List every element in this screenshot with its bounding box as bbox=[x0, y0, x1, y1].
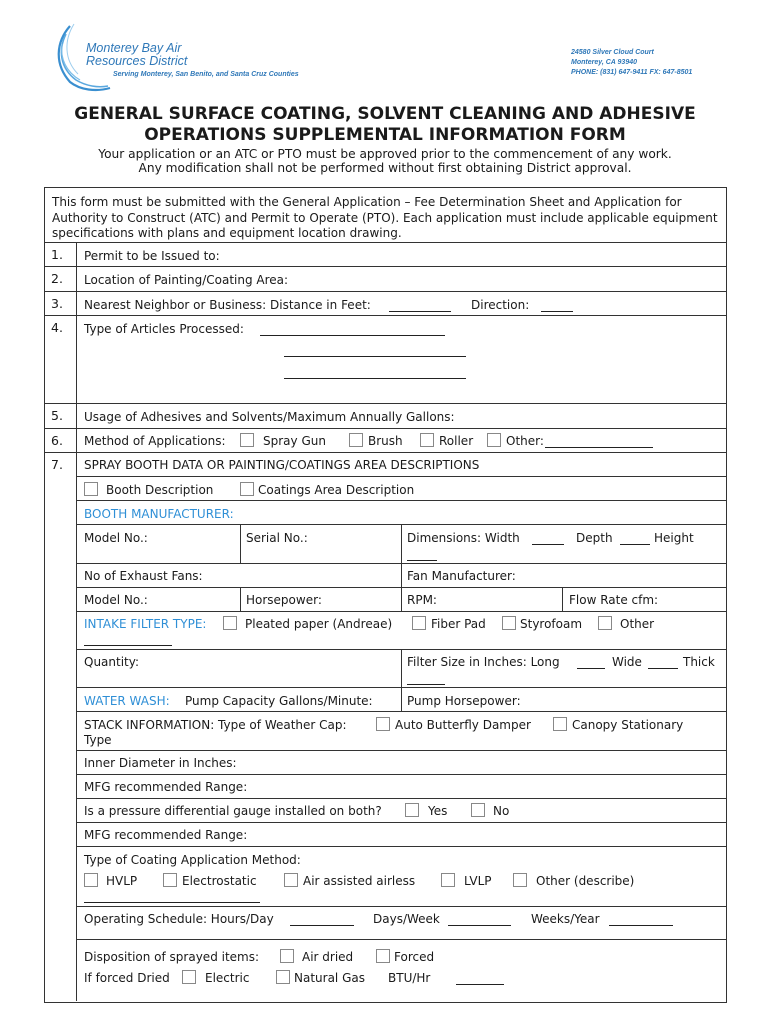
other-filter-checkbox[interactable] bbox=[598, 616, 612, 630]
fan-model-no-label: Model No.: bbox=[84, 593, 148, 607]
days-per-week-label: Days/Week bbox=[373, 912, 440, 926]
stack-information-label: STACK INFORMATION: Type of Weather Cap: bbox=[84, 718, 347, 732]
electrostatic-label: Electrostatic bbox=[182, 874, 257, 888]
gauge-no-label: No bbox=[493, 804, 510, 818]
other-method-label: Other: bbox=[506, 434, 544, 448]
forced-label: Forced bbox=[394, 950, 435, 964]
pump-capacity-label: Pump Capacity Gallons/Minute: bbox=[185, 694, 373, 708]
model-no-label: Model No.: bbox=[84, 531, 148, 545]
address-line2: Monterey, CA 93940 bbox=[571, 59, 638, 66]
forced-dried-label: If forced Dried bbox=[84, 971, 170, 985]
distance-input-line[interactable] bbox=[389, 311, 451, 312]
painting-location-label: Location of Painting/Coating Area: bbox=[84, 273, 289, 287]
direction-label: Direction: bbox=[471, 298, 530, 312]
item-number-1: 1. bbox=[51, 247, 63, 262]
form-title-line1: GENERAL SURFACE COATING, SOLVENT CLEANING AND ADHESIVE bbox=[74, 104, 696, 124]
item-number-7: 7. bbox=[51, 457, 63, 472]
subtitle-line1: Your application or an ATC or PTO must be approved prior to the commencement of any work. bbox=[98, 147, 672, 161]
mfg-range-label: MFG recommended Range: bbox=[84, 780, 248, 794]
air-dried-label: Air dried bbox=[302, 950, 354, 964]
stack-type-label: Type bbox=[84, 733, 112, 747]
serving-counties: Serving Monterey, San Benito, and Santa Cruz Counties bbox=[113, 71, 299, 78]
filter-thick-input-line[interactable] bbox=[407, 684, 445, 685]
hvlp-label: HVLP bbox=[106, 874, 138, 888]
roller-checkbox[interactable] bbox=[420, 433, 434, 447]
gauge-yes-label: Yes bbox=[428, 804, 448, 818]
canopy-stationary-label: Canopy Stationary bbox=[572, 718, 684, 732]
lvlp-label: LVLP bbox=[464, 874, 492, 888]
quantity-label: Quantity: bbox=[84, 655, 140, 669]
exhaust-fans-label: No of Exhaust Fans: bbox=[84, 569, 203, 583]
articles-input-line-2[interactable] bbox=[284, 356, 466, 357]
btu-hr-label: BTU/Hr bbox=[388, 971, 431, 985]
phone-fax: PHONE: (831) 647-9411 FX: 647-8501 bbox=[571, 69, 693, 76]
water-wash-label: WATER WASH: bbox=[84, 694, 170, 708]
method-applications-label: Method of Applications: bbox=[84, 434, 226, 448]
depth-label: Depth bbox=[576, 531, 613, 545]
booth-description-checkbox[interactable] bbox=[84, 482, 98, 496]
coating-method-label: Type of Coating Application Method: bbox=[84, 853, 301, 867]
usage-adhesives-label: Usage of Adhesives and Solvents/Maximum Annually Gallons: bbox=[84, 410, 455, 424]
horsepower-label: Horsepower: bbox=[246, 593, 322, 607]
electric-checkbox[interactable] bbox=[182, 970, 196, 984]
air-assisted-checkbox[interactable] bbox=[284, 873, 298, 887]
address-line1: 24580 Silver Cloud Court bbox=[571, 49, 654, 56]
booth-description-label: Booth Description bbox=[106, 483, 214, 497]
articles-processed-label: Type of Articles Processed: bbox=[84, 322, 244, 336]
electrostatic-checkbox[interactable] bbox=[163, 873, 177, 887]
intake-filter-type-label: INTAKE FILTER TYPE: bbox=[84, 617, 207, 631]
auto-butterfly-checkbox[interactable] bbox=[376, 717, 390, 731]
other-describe-input-line[interactable] bbox=[84, 902, 260, 903]
item-number-6: 6. bbox=[51, 433, 63, 448]
depth-input-line[interactable] bbox=[620, 544, 650, 545]
booth-manufacturer-label: BOOTH MANUFACTURER: bbox=[84, 507, 234, 521]
direction-input-line[interactable] bbox=[541, 311, 573, 312]
pump-horsepower-label: Pump Horsepower: bbox=[407, 694, 521, 708]
coatings-description-checkbox[interactable] bbox=[240, 482, 254, 496]
other-filter-input-line[interactable] bbox=[84, 645, 172, 646]
intro-text: This form must be submitted with the General Application – Fee Determination Sheet and Application for Authority to Construct (ATC) and Permit to Operate (PTO). Each application must include applicable equipment specifications with plans and equipment location drawing. bbox=[52, 195, 718, 240]
natural-gas-label: Natural Gas bbox=[294, 971, 365, 985]
serial-no-label: Serial No.: bbox=[246, 531, 308, 545]
roller-label: Roller bbox=[439, 434, 474, 448]
weeks-input-line[interactable] bbox=[609, 925, 673, 926]
permit-issued-to-label: Permit to be Issued to: bbox=[84, 249, 220, 263]
item-number-3: 3. bbox=[51, 296, 63, 311]
subtitle-line2: Any modification shall not be performed without first obtaining District approval. bbox=[138, 161, 632, 175]
hours-input-line[interactable] bbox=[290, 925, 354, 926]
coatings-description-label: Coatings Area Description bbox=[258, 483, 415, 497]
pleated-paper-label: Pleated paper (Andreae) bbox=[245, 617, 393, 631]
flow-rate-label: Flow Rate cfm: bbox=[569, 593, 659, 607]
org-name-line2: Resources District bbox=[86, 54, 188, 68]
gauge-no-checkbox[interactable] bbox=[471, 803, 485, 817]
brush-label: Brush bbox=[368, 434, 403, 448]
styrofoam-checkbox[interactable] bbox=[502, 616, 516, 630]
filter-wide-input-line[interactable] bbox=[648, 668, 678, 669]
item-number-4: 4. bbox=[51, 320, 63, 335]
other-method-checkbox[interactable] bbox=[487, 433, 501, 447]
nearest-neighbor-label: Nearest Neighbor or Business: Distance in Feet: bbox=[84, 298, 371, 312]
days-input-line[interactable] bbox=[448, 925, 511, 926]
disposition-label: Disposition of sprayed items: bbox=[84, 950, 260, 964]
filter-thick-label: Thick bbox=[683, 655, 715, 669]
spray-booth-data-heading: SPRAY BOOTH DATA OR PAINTING/COATINGS AREA DESCRIPTIONS bbox=[84, 458, 480, 472]
weeks-per-year-label: Weeks/Year bbox=[531, 912, 600, 926]
brush-checkbox[interactable] bbox=[349, 433, 363, 447]
natural-gas-checkbox[interactable] bbox=[276, 970, 290, 984]
filter-long-input-line[interactable] bbox=[577, 668, 605, 669]
other-filter-label: Other bbox=[620, 617, 655, 631]
forced-checkbox[interactable] bbox=[376, 949, 390, 963]
filter-size-long-label: Filter Size in Inches: Long bbox=[407, 655, 560, 669]
articles-input-line-3[interactable] bbox=[284, 378, 466, 379]
mfg-range-label-2: MFG recommended Range: bbox=[84, 828, 248, 842]
fan-manufacturer-label: Fan Manufacturer: bbox=[407, 569, 516, 583]
form-title-line2: OPERATIONS SUPPLEMENTAL INFORMATION FORM bbox=[144, 125, 626, 145]
rpm-label: RPM: bbox=[407, 593, 437, 607]
hvlp-checkbox[interactable] bbox=[84, 873, 98, 887]
other-describe-label: Other (describe) bbox=[536, 874, 635, 888]
electric-label: Electric bbox=[205, 971, 250, 985]
height-input-line[interactable] bbox=[407, 560, 437, 561]
pressure-gauge-label: Is a pressure differential gauge installed on both? bbox=[84, 804, 382, 818]
fiber-pad-label: Fiber Pad bbox=[431, 617, 486, 631]
pleated-paper-checkbox[interactable] bbox=[223, 616, 237, 630]
other-method-input-line[interactable] bbox=[545, 447, 653, 448]
gauge-yes-checkbox[interactable] bbox=[405, 803, 419, 817]
btu-input-line[interactable] bbox=[456, 984, 504, 985]
dimensions-width-label: Dimensions: Width bbox=[407, 531, 520, 545]
air-dried-checkbox[interactable] bbox=[280, 949, 294, 963]
filter-wide-label: Wide bbox=[612, 655, 642, 669]
auto-butterfly-label: Auto Butterfly Damper bbox=[395, 718, 531, 732]
air-assisted-label: Air assisted airless bbox=[303, 874, 416, 888]
inner-diameter-label: Inner Diameter in Inches: bbox=[84, 756, 237, 770]
other-describe-checkbox[interactable] bbox=[513, 873, 527, 887]
articles-input-line-1[interactable] bbox=[260, 335, 445, 336]
canopy-stationary-checkbox[interactable] bbox=[553, 717, 567, 731]
item-number-2: 2. bbox=[51, 271, 63, 286]
org-name-line1: Monterey Bay Air bbox=[86, 41, 182, 55]
spray-gun-label: Spray Gun bbox=[263, 434, 326, 448]
width-input-line[interactable] bbox=[532, 544, 564, 545]
spray-gun-checkbox[interactable] bbox=[240, 433, 254, 447]
hours-per-day-label: Operating Schedule: Hours/Day bbox=[84, 912, 274, 926]
fiber-pad-checkbox[interactable] bbox=[412, 616, 426, 630]
lvlp-checkbox[interactable] bbox=[441, 873, 455, 887]
height-label: Height bbox=[654, 531, 694, 545]
item-number-5: 5. bbox=[51, 408, 63, 423]
styrofoam-label: Styrofoam bbox=[520, 617, 583, 631]
